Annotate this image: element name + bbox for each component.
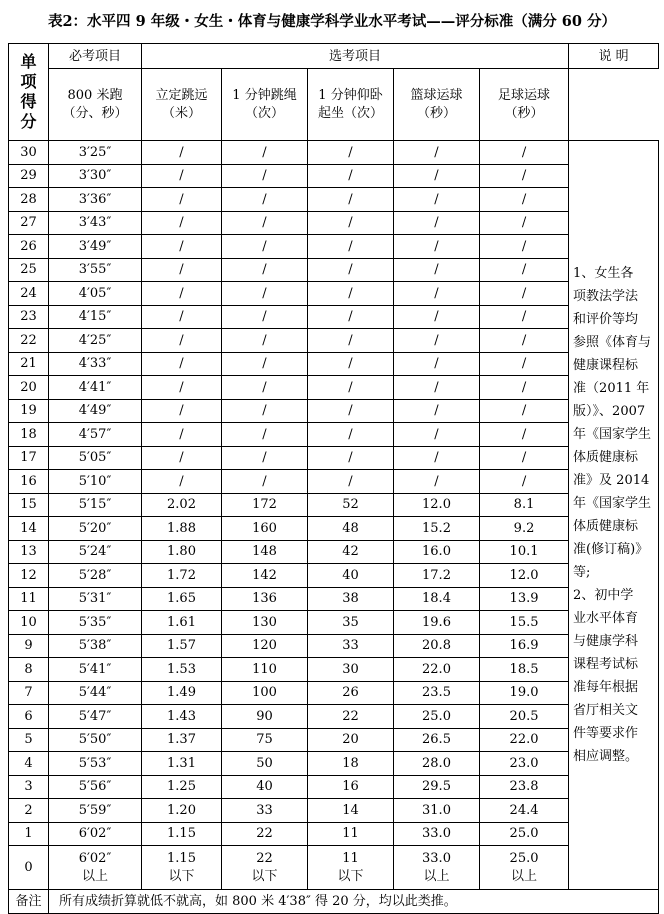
value-cell-rope-skipping: 33 [222, 799, 308, 823]
value-cell-sit-ups: / [308, 164, 394, 188]
table-row [9, 446, 659, 470]
column-header-football-dribble [480, 69, 569, 141]
score-cell: 22 [9, 329, 49, 353]
value-cell-basketball-dribble: 17.2 [394, 564, 480, 588]
value-cell-sit-ups: 11 [308, 822, 394, 846]
value-cell-standing-long-jump: / [142, 399, 222, 423]
value-cell-rope-skipping: / [222, 282, 308, 306]
value-cell-rope-skipping: 142 [222, 564, 308, 588]
value-cell-sit-ups: / [308, 470, 394, 494]
value-cell-standing-long-jump: 1.72 [142, 564, 222, 588]
value-cell-standing-long-jump: 1.53 [142, 658, 222, 682]
value-cell-sit-ups: 48 [308, 517, 394, 541]
value-cell-football-dribble: / [480, 235, 569, 259]
value-cell-sit-ups: 35 [308, 611, 394, 635]
score-cell: 12 [9, 564, 49, 588]
value-cell-basketball-dribble: 29.5 [394, 775, 480, 799]
score-cell: 17 [9, 446, 49, 470]
column-header-unit: （分、秒） [62, 105, 128, 121]
value-cell-standing-long-jump: / [142, 446, 222, 470]
value-cell-football-dribble: 15.5 [480, 611, 569, 635]
value-cell-basketball-dribble: / [394, 282, 480, 306]
value-cell-sit-ups: 38 [308, 587, 394, 611]
footnote-label: 备注 [9, 890, 49, 914]
value-cell-run-800m: 4′57″ [49, 423, 142, 447]
value-cell-rope-skipping: / [222, 141, 308, 165]
value-cell-sit-ups: / [308, 329, 394, 353]
table-row [9, 799, 659, 823]
table-title: 表2：水平四 9 年级・女生・体育与健康学科学业水平考试——评分标准（满分 60 分） [47, 13, 617, 30]
value-cell-run-800m: 6′02″ [49, 822, 142, 846]
value-cell-sit-ups: / [308, 235, 394, 259]
value-cell-football-dribble: / [480, 282, 569, 306]
value-cell-football-dribble: / [480, 305, 569, 329]
table-row [9, 611, 659, 635]
value-cell-basketball-dribble: / [394, 329, 480, 353]
value-cell-basketball-dribble: 28.0 [394, 752, 480, 776]
score-cell: 29 [9, 164, 49, 188]
elective-group-header: 选考项目 [142, 44, 569, 69]
value-cell-standing-long-jump: 1.37 [142, 728, 222, 752]
score-cell: 7 [9, 681, 49, 705]
score-cell: 11 [9, 587, 49, 611]
value-cell-basketball-dribble: / [394, 235, 480, 259]
score-cell: 25 [9, 258, 49, 282]
value-cell-basketball-dribble: 15.2 [394, 517, 480, 541]
score-cell: 0 [9, 846, 49, 890]
value-cell-football-dribble: / [480, 423, 569, 447]
value-cell-sit-ups: / [308, 258, 394, 282]
table-row [9, 752, 659, 776]
threshold-qualifier: 以下 [337, 868, 364, 884]
column-header-unit: （次） [244, 105, 284, 121]
value-cell-basketball-dribble: / [394, 305, 480, 329]
value-cell-run-800m: 5′41″ [49, 658, 142, 682]
table-row [9, 329, 659, 353]
score-cell: 3 [9, 775, 49, 799]
value-cell-standing-long-jump: / [142, 376, 222, 400]
value-cell-basketball-dribble: / [394, 258, 480, 282]
column-header-name: 800 米跑 [67, 87, 123, 103]
value-cell-football-dribble: 22.0 [480, 728, 569, 752]
value-cell-rope-skipping: 130 [222, 611, 308, 635]
value-cell-run-800m: 5′24″ [49, 540, 142, 564]
score-cell: 8 [9, 658, 49, 682]
value-cell-rope-skipping: 136 [222, 587, 308, 611]
scoring-table [8, 43, 659, 914]
value-cell-run-800m: 4′33″ [49, 352, 142, 376]
column-header-name: 立定跳远 [155, 87, 208, 103]
value-cell-rope-skipping: 40 [222, 775, 308, 799]
value-cell-sit-ups: 52 [308, 493, 394, 517]
score-cell: 4 [9, 752, 49, 776]
table-row [9, 493, 659, 517]
value-cell-rope-skipping: 110 [222, 658, 308, 682]
value-cell-run-800m: 5′53″ [49, 752, 142, 776]
value-cell-football-dribble: 23.8 [480, 775, 569, 799]
value-cell-football-dribble: 8.1 [480, 493, 569, 517]
table-row [9, 258, 659, 282]
value-cell-rope-skipping: / [222, 399, 308, 423]
value-cell-run-800m: 5′56″ [49, 775, 142, 799]
table-row [9, 164, 659, 188]
column-header-name: 足球运球 [498, 87, 551, 103]
score-cell: 13 [9, 540, 49, 564]
value-cell-standing-long-jump: / [142, 423, 222, 447]
value-cell-basketball-dribble: / [394, 141, 480, 165]
value-cell-standing-long-jump: 2.02 [142, 493, 222, 517]
score-header: 单 项 得 分 [9, 44, 49, 141]
value-cell-rope-skipping: / [222, 305, 308, 329]
threshold-qualifier: 以下 [251, 868, 278, 884]
value-cell-rope-skipping: / [222, 211, 308, 235]
value-cell-basketball-dribble: 23.5 [394, 681, 480, 705]
value-cell-rope-skipping: 120 [222, 634, 308, 658]
threshold-value: 6′02″ [78, 850, 112, 866]
value-cell-rope-skipping: / [222, 188, 308, 212]
value-cell-rope-skipping: / [222, 352, 308, 376]
value-cell-sit-ups: / [308, 282, 394, 306]
value-cell-run-800m: 5′05″ [49, 446, 142, 470]
score-cell: 10 [9, 611, 49, 635]
score-cell: 19 [9, 399, 49, 423]
value-cell-rope-skipping: / [222, 423, 308, 447]
value-cell-standing-long-jump: / [142, 258, 222, 282]
value-cell-run-800m: 4′25″ [49, 329, 142, 353]
value-cell-standing-long-jump: / [142, 305, 222, 329]
value-cell-sit-ups: / [308, 211, 394, 235]
value-cell-football-dribble: / [480, 470, 569, 494]
value-cell-football-dribble: 18.5 [480, 658, 569, 682]
table-row [9, 141, 659, 165]
value-cell-football-dribble: / [480, 258, 569, 282]
value-cell-sit-ups [308, 846, 394, 890]
score-cell: 15 [9, 493, 49, 517]
value-cell-standing-long-jump: 1.49 [142, 681, 222, 705]
table-row [9, 681, 659, 705]
value-cell-run-800m: 5′31″ [49, 587, 142, 611]
score-cell: 14 [9, 517, 49, 541]
table-row [9, 517, 659, 541]
value-cell-sit-ups: / [308, 376, 394, 400]
value-cell-run-800m: 4′41″ [49, 376, 142, 400]
table-row [9, 822, 659, 846]
score-cell: 20 [9, 376, 49, 400]
score-cell: 24 [9, 282, 49, 306]
value-cell-standing-long-jump: 1.25 [142, 775, 222, 799]
table-row [9, 728, 659, 752]
value-cell-sit-ups: 22 [308, 705, 394, 729]
table-row [9, 705, 659, 729]
score-cell: 18 [9, 423, 49, 447]
table-row [9, 470, 659, 494]
value-cell-rope-skipping: 22 [222, 822, 308, 846]
value-cell-football-dribble: / [480, 352, 569, 376]
score-cell: 1 [9, 822, 49, 846]
score-cell: 26 [9, 235, 49, 259]
value-cell-basketball-dribble: 19.6 [394, 611, 480, 635]
value-cell-standing-long-jump: 1.65 [142, 587, 222, 611]
table-row [9, 305, 659, 329]
value-cell-sit-ups: 40 [308, 564, 394, 588]
table-row [9, 775, 659, 799]
table-row [9, 658, 659, 682]
value-cell-basketball-dribble: / [394, 188, 480, 212]
value-cell-standing-long-jump: / [142, 329, 222, 353]
column-header-unit: （秒） [416, 105, 456, 121]
column-header-unit: 起坐（次） [317, 105, 383, 121]
column-header-unit: （米） [161, 105, 201, 121]
value-cell-rope-skipping: / [222, 470, 308, 494]
score-cell: 23 [9, 305, 49, 329]
value-cell-basketball-dribble: / [394, 352, 480, 376]
value-cell-run-800m: 5′38″ [49, 634, 142, 658]
value-cell-basketball-dribble: 22.0 [394, 658, 480, 682]
value-cell-football-dribble: 25.0 [480, 822, 569, 846]
table-row [9, 211, 659, 235]
value-cell-run-800m: 4′15″ [49, 305, 142, 329]
table-row [9, 399, 659, 423]
value-cell-rope-skipping: 148 [222, 540, 308, 564]
column-header-run-800m [49, 69, 142, 141]
value-cell-run-800m: 3′36″ [49, 188, 142, 212]
table-row [9, 188, 659, 212]
threshold-value: 33.0 [422, 850, 451, 866]
value-cell-football-dribble: 13.9 [480, 587, 569, 611]
column-header-name: 1 分钟跳绳 [232, 87, 297, 103]
value-cell-sit-ups: 30 [308, 658, 394, 682]
value-cell-run-800m: 5′20″ [49, 517, 142, 541]
value-cell-football-dribble: / [480, 141, 569, 165]
value-cell-football-dribble [480, 846, 569, 890]
value-cell-sit-ups: / [308, 141, 394, 165]
value-cell-basketball-dribble: 20.8 [394, 634, 480, 658]
value-cell-standing-long-jump: 1.43 [142, 705, 222, 729]
value-cell-standing-long-jump: / [142, 235, 222, 259]
value-cell-basketball-dribble: / [394, 399, 480, 423]
value-cell-football-dribble: 16.9 [480, 634, 569, 658]
value-cell-run-800m: 5′10″ [49, 470, 142, 494]
value-cell-run-800m: 4′05″ [49, 282, 142, 306]
value-cell-football-dribble: / [480, 211, 569, 235]
table-row [9, 235, 659, 259]
value-cell-standing-long-jump: 1.15 [142, 822, 222, 846]
threshold-qualifier: 以上 [511, 868, 538, 884]
footnote-row [9, 890, 659, 914]
column-header-name: 1 分钟仰卧 [318, 87, 383, 103]
value-cell-football-dribble: / [480, 164, 569, 188]
value-cell-standing-long-jump: 1.80 [142, 540, 222, 564]
value-cell-sit-ups: 20 [308, 728, 394, 752]
column-header-standing-long-jump [142, 69, 222, 141]
value-cell-football-dribble: 9.2 [480, 517, 569, 541]
value-cell-rope-skipping: / [222, 235, 308, 259]
value-cell-sit-ups: 26 [308, 681, 394, 705]
value-cell-rope-skipping: 172 [222, 493, 308, 517]
table-row [9, 352, 659, 376]
value-cell-rope-skipping: / [222, 376, 308, 400]
value-cell-sit-ups: / [308, 305, 394, 329]
score-cell: 5 [9, 728, 49, 752]
value-cell-basketball-dribble: 26.5 [394, 728, 480, 752]
notes-cell: 1、女生各 项教法学法 和评价等均 参照《体育与 健康课程标 准（2011 年 版）》、2007 年《国家学生 体质健康标 准》及 2014 年《国家学生 体质健康标 准(修订稿)》 等; 2、初中学 业水平体育 与健康学科 课程考试标 准每年根据 省厅相关文 件等要求作 相应调整。 [569, 141, 659, 890]
value-cell-standing-long-jump: 1.31 [142, 752, 222, 776]
value-cell-standing-long-jump: 1.61 [142, 611, 222, 635]
value-cell-run-800m: 5′28″ [49, 564, 142, 588]
table-row [9, 423, 659, 447]
value-cell-sit-ups: / [308, 352, 394, 376]
value-cell-run-800m: 4′49″ [49, 399, 142, 423]
value-cell-rope-skipping: 90 [222, 705, 308, 729]
value-cell-football-dribble: 20.5 [480, 705, 569, 729]
value-cell-basketball-dribble: 33.0 [394, 822, 480, 846]
column-header-basketball-dribble [394, 69, 480, 141]
value-cell-rope-skipping: / [222, 329, 308, 353]
value-cell-standing-long-jump: / [142, 470, 222, 494]
table-row [9, 376, 659, 400]
value-cell-run-800m: 5′47″ [49, 705, 142, 729]
value-cell-rope-skipping: / [222, 446, 308, 470]
value-cell-football-dribble: 23.0 [480, 752, 569, 776]
value-cell-standing-long-jump: 1.20 [142, 799, 222, 823]
value-cell-run-800m: 3′55″ [49, 258, 142, 282]
value-cell-football-dribble: 10.1 [480, 540, 569, 564]
value-cell-sit-ups: 18 [308, 752, 394, 776]
score-cell: 16 [9, 470, 49, 494]
threshold-value: 11 [342, 850, 359, 866]
score-cell: 6 [9, 705, 49, 729]
score-cell: 21 [9, 352, 49, 376]
value-cell-standing-long-jump: / [142, 141, 222, 165]
value-cell-basketball-dribble: / [394, 423, 480, 447]
notes-header: 说 明 [569, 44, 659, 69]
value-cell-rope-skipping [222, 846, 308, 890]
value-cell-basketball-dribble [394, 846, 480, 890]
value-cell-rope-skipping: / [222, 164, 308, 188]
value-cell-football-dribble: / [480, 399, 569, 423]
value-cell-basketball-dribble: / [394, 211, 480, 235]
value-cell-football-dribble: / [480, 188, 569, 212]
value-cell-sit-ups: 16 [308, 775, 394, 799]
value-cell-basketball-dribble: / [394, 470, 480, 494]
threshold-value: 25.0 [509, 850, 539, 866]
column-header-name: 篮球运球 [410, 87, 463, 103]
value-cell-basketball-dribble: 31.0 [394, 799, 480, 823]
table-row-zero [9, 846, 659, 890]
score-cell: 2 [9, 799, 49, 823]
value-cell-standing-long-jump: / [142, 352, 222, 376]
threshold-value: 22 [256, 850, 273, 866]
value-cell-basketball-dribble: / [394, 164, 480, 188]
score-cell: 28 [9, 188, 49, 212]
value-cell-rope-skipping: 100 [222, 681, 308, 705]
value-cell-sit-ups: / [308, 188, 394, 212]
column-header-sit-ups [308, 69, 394, 141]
footnote-text: 所有成绩折算就低不就高，如 800 米 4′38″ 得 20 分，均以此类推。 [49, 890, 659, 914]
value-cell-run-800m: 5′44″ [49, 681, 142, 705]
value-cell-sit-ups: 14 [308, 799, 394, 823]
value-cell-run-800m: 3′25″ [49, 141, 142, 165]
value-cell-basketball-dribble: / [394, 376, 480, 400]
threshold-qualifier: 以上 [81, 868, 108, 884]
threshold-value: 1.15 [167, 850, 196, 866]
required-group-header: 必考项目 [49, 44, 142, 69]
value-cell-run-800m: 5′50″ [49, 728, 142, 752]
value-cell-run-800m [49, 846, 142, 890]
value-cell-basketball-dribble: / [394, 446, 480, 470]
score-cell: 30 [9, 141, 49, 165]
threshold-qualifier: 以上 [423, 868, 450, 884]
table-row [9, 587, 659, 611]
value-cell-standing-long-jump: / [142, 211, 222, 235]
value-cell-sit-ups: 42 [308, 540, 394, 564]
value-cell-basketball-dribble: 12.0 [394, 493, 480, 517]
value-cell-standing-long-jump: 1.88 [142, 517, 222, 541]
table-row [9, 282, 659, 306]
value-cell-basketball-dribble: 16.0 [394, 540, 480, 564]
score-cell: 27 [9, 211, 49, 235]
value-cell-standing-long-jump [142, 846, 222, 890]
value-cell-standing-long-jump: 1.57 [142, 634, 222, 658]
value-cell-football-dribble: / [480, 329, 569, 353]
score-cell: 9 [9, 634, 49, 658]
column-header-unit: （秒） [504, 105, 544, 121]
value-cell-football-dribble: / [480, 446, 569, 470]
value-cell-rope-skipping: 160 [222, 517, 308, 541]
table-row [9, 540, 659, 564]
value-cell-rope-skipping: 75 [222, 728, 308, 752]
value-cell-rope-skipping: 50 [222, 752, 308, 776]
value-cell-sit-ups: / [308, 446, 394, 470]
column-header-rope-skipping [222, 69, 308, 141]
value-cell-standing-long-jump: / [142, 188, 222, 212]
table-row [9, 564, 659, 588]
value-cell-rope-skipping: / [222, 258, 308, 282]
value-cell-run-800m: 3′49″ [49, 235, 142, 259]
table-row [9, 634, 659, 658]
value-cell-run-800m: 3′43″ [49, 211, 142, 235]
value-cell-run-800m: 5′59″ [49, 799, 142, 823]
value-cell-basketball-dribble: 18.4 [394, 587, 480, 611]
value-cell-run-800m: 3′30″ [49, 164, 142, 188]
value-cell-run-800m: 5′35″ [49, 611, 142, 635]
value-cell-run-800m: 5′15″ [49, 493, 142, 517]
value-cell-sit-ups: 33 [308, 634, 394, 658]
value-cell-football-dribble: 24.4 [480, 799, 569, 823]
value-cell-standing-long-jump: / [142, 282, 222, 306]
value-cell-sit-ups: / [308, 423, 394, 447]
value-cell-standing-long-jump: / [142, 164, 222, 188]
value-cell-football-dribble: 12.0 [480, 564, 569, 588]
threshold-qualifier: 以下 [168, 868, 195, 884]
value-cell-basketball-dribble: 25.0 [394, 705, 480, 729]
value-cell-football-dribble: 19.0 [480, 681, 569, 705]
value-cell-sit-ups: / [308, 399, 394, 423]
value-cell-football-dribble: / [480, 376, 569, 400]
